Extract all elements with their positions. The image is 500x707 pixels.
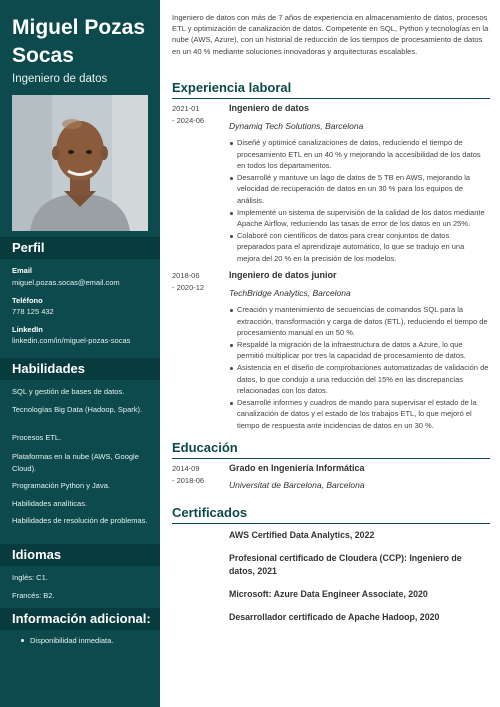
skill-item: Tecnologías Big Data (Hadoop, Spark). (12, 405, 143, 414)
list-item: Asistencia en el diseño de comprobaciones automatizadas de validación de datos, lo que condujo a una reducción del 15% en las discrepancias relacionadas con los datos. (229, 362, 489, 397)
linkedin-value[interactable]: linkedin.com/in/miguel-pozas-socas (12, 336, 131, 345)
candidate-name: Miguel Pozas Socas (12, 16, 146, 67)
job-1-dates: 2021-01 - 2024-06 (172, 104, 205, 125)
job-2-company: TechBridge Analytics, Barcelona (229, 288, 351, 298)
bullet-icon (21, 639, 24, 642)
email-value[interactable]: miguel.pozas.socas@email.com (12, 278, 120, 287)
languages-heading: Idiomas (0, 544, 160, 566)
education-degree: Grado en Ingeniería Informática (229, 463, 365, 473)
job-1-company: Dynamiq Tech Solutions, Barcelona (229, 121, 364, 131)
list-item: Desarrollé informes y cuadros de mando para supervisar el estado de la canalización de datos y el estado de los trabajos ETL, lo que mejoró el tiempo de respuesta ante incidencias de datos en un 30 %. (229, 397, 489, 432)
job-1-title: Ingeniero de datos (229, 103, 310, 113)
phone-label: Teléfono (12, 296, 43, 305)
linkedin-label: LinkedIn (12, 325, 43, 334)
phone-value[interactable]: 778 125 432 (12, 307, 54, 316)
skill-item: SQL y gestión de bases de datos. (12, 387, 125, 396)
certification-item: Profesional certificado de Cloudera (CCP): Ingeniero de datos, 2021 (229, 553, 462, 576)
certification-item: AWS Certified Data Analytics, 2022 (229, 530, 375, 540)
education-heading: Educación (172, 440, 238, 455)
certifications-divider (172, 523, 490, 524)
job-title: Ingeniero de datos (12, 73, 108, 85)
education-dates: 2014-09 - 2018-06 (172, 464, 205, 485)
list-item: Respaldé la migración de la infraestructura de datos a Azure, lo que permitió multiplicar por tres la capacidad de procesamiento de datos. (229, 339, 489, 362)
skill-item: Habilidades analíticas. (12, 499, 88, 508)
certification-item: Microsoft: Azure Data Engineer Associate, 2020 (229, 589, 428, 599)
certification-item: Desarrollador certificado de Apache Hadoop, 2020 (229, 612, 440, 622)
sidebar (0, 0, 160, 707)
list-item: Implementé un sistema de supervisión de la calidad de los datos mediante Apache Airflow, reduciendo las tasas de error de los datos en un 25%. (229, 207, 489, 230)
profile-photo (12, 95, 148, 231)
list-item: Creación y mantenimiento de secuencias de comandos SQL para la extracción, transformación y carga de datos (ETL), reduciendo el tiempo de procesamiento manual en un 50 %. (229, 304, 489, 339)
experience-divider (172, 98, 490, 99)
education-school: Universitat de Barcelona, Barcelona (229, 480, 365, 490)
language-item: Inglés: C1. (12, 573, 48, 582)
skills-heading: Habilidades (0, 358, 160, 380)
skill-item: Programación Python y Java. (12, 481, 110, 490)
skill-item: Procesos ETL. (12, 433, 62, 442)
skill-item: Plataformas en la nube (AWS, Google Cloud). (12, 452, 139, 473)
experience-heading: Experiencia laboral (172, 80, 292, 95)
language-item: Francés: B2. (12, 591, 55, 600)
education-divider (172, 458, 490, 459)
list-item: Desarrollé y mantuve un lago de datos de 5 TB en AWS, mejorando la velocidad de recuperación de datos en un 30 % para los equipos de análisis. (229, 172, 489, 207)
job-1-bullets (229, 137, 489, 265)
certifications-heading: Certificados (172, 505, 248, 520)
profile-heading: Perfil (0, 237, 160, 259)
job-2-dates: 2018-06 - 2020-12 (172, 271, 205, 292)
list-item: Colaboré con científicos de datos para crear conjuntos de datos preparados para el aprendizaje automático, lo que se tradujo en una mejora del 20 % en la precisión de los modelos. (229, 230, 489, 265)
job-2-title: Ingeniero de datos junior (229, 270, 337, 280)
additional-info-item: Disponibilidad inmediata. (12, 636, 113, 645)
additional-info-heading: Información adicional: (0, 608, 160, 630)
email-label: Email (12, 266, 33, 275)
skill-item: Habilidades de resolución de problemas. (12, 516, 148, 525)
person-portrait-icon (12, 95, 148, 231)
professional-summary: Ingeniero de datos con más de 7 años de experiencia en almacenamiento de datos, procesos ETL y optimización de canalización de datos. Competente en SQL, Python y tecnologías en la nube (AWS, Azure), con un historial de reducción de los tiempos de procesamiento de datos en un 40 % mediante soluciones innovadoras y arquitecturas escalables. (172, 13, 489, 56)
job-2-bullets (229, 304, 489, 432)
list-item: Diseñé y optimicé canalizaciones de datos, reduciendo el tiempo de procesamiento ETL en un 40 % y mejorando la accesibilidad de los datos en todos los departamentos. (229, 137, 489, 172)
